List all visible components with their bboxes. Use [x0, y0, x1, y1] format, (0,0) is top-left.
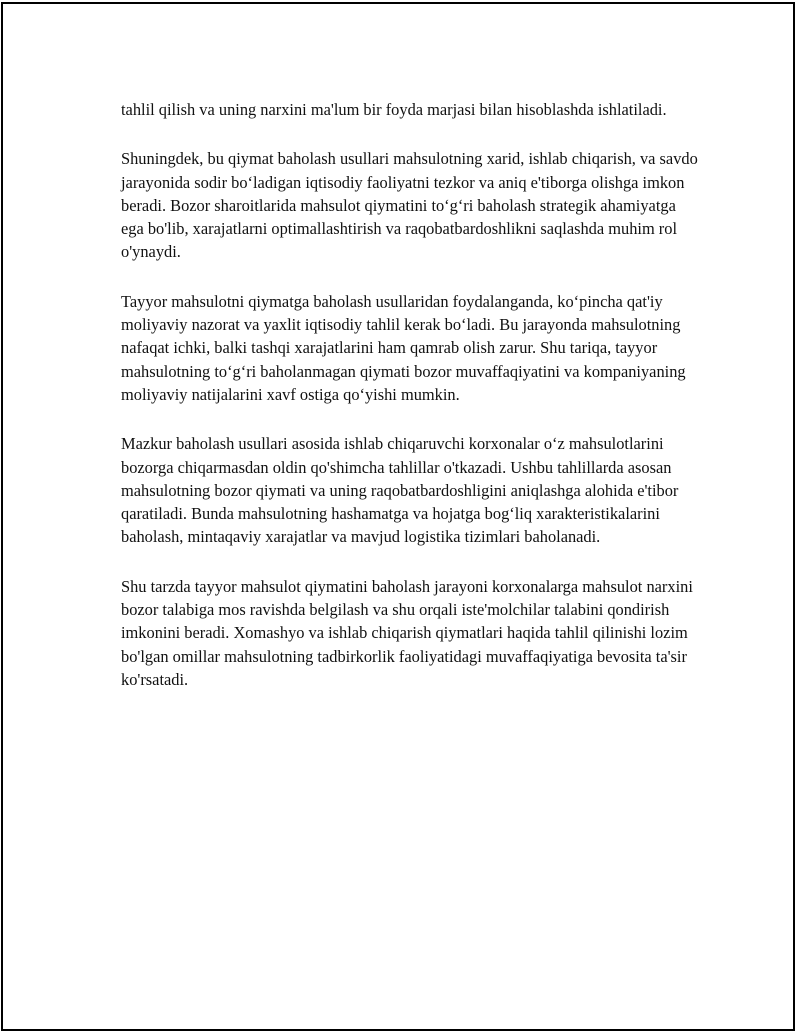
paragraph: Mazkur baholash usullari asosida ishlab chiqaruvchi korxonalar o‘z mahsulotlarini bozorga chiqarmasdan oldin qo'shimcha tahlillar o'tkazadi. Ushbu tahlillarda asosan mahsulotning bozor qiymati va uning raqobatbardoshligini aniqlashga alohida e'tibor qaratiladi. Bunda mahsulotning hashamatga va hojatga bog‘liq xarakteristikalarini baholash, mintaqaviy xarajatlar va mavjud logistika tizimlari baholanadi. [121, 434, 679, 547]
paragraph: Shuningdek, bu qiymat baholash usullari mahsulotning xarid, ishlab chiqarish, va savdo jarayonida sodir bo‘ladigan iqtisodiy faoliyatni tezkor va aniq e'tiborga olishga imkon beradi. Bozor sharoitlarida mahsulot qiymatini to‘g‘ri baholash strategik ahamiyatga ega bo'lib, xarajatlarni optimallashtirish va raqobatbardoshlikni saqlashda muhim rol o'ynaydi. [121, 149, 698, 262]
paragraph: tahlil qilish va uning narxini ma'lum bir foyda marjasi bilan hisoblashda ishlatiladi. [121, 100, 667, 119]
paragraph: Tayyor mahsulotni qiymatga baholash usullaridan foydalanganda, ko‘pincha qat'iy moliyaviy nazorat va yaxlit iqtisodiy tahlil kerak bo‘ladi. Bu jarayonda mahsulotning nafaqat ichki, balki tashqi xarajatlarini ham qamrab olish zarur. Shu tariqa, tayyor mahsulotning to‘g‘ri baholanmagan qiymati bozor muvaffaqiyatini va kompaniyaning moliyaviy natijalarini xavf ostiga qo‘yishi mumkin. [121, 291, 686, 404]
document-page [1, 2, 795, 1031]
paragraph: Shu tarzda tayyor mahsulot qiymatini baholash jarayoni korxonalarga mahsulot narxini bozor talabiga mos ravishda belgilash va shu orqali iste'molchilar talabini qondirish imkonini beradi. Xomashyo va ishlab chiqarish qiymatlari haqida tahlil qilinishi lozim bo'lgan omillar mahsulotning tadbirkorlik faoliyatidagi muvaffaqiyatiga bevosita ta'sir ko'rsatadi. [121, 576, 693, 689]
document-body [121, 98, 701, 717]
